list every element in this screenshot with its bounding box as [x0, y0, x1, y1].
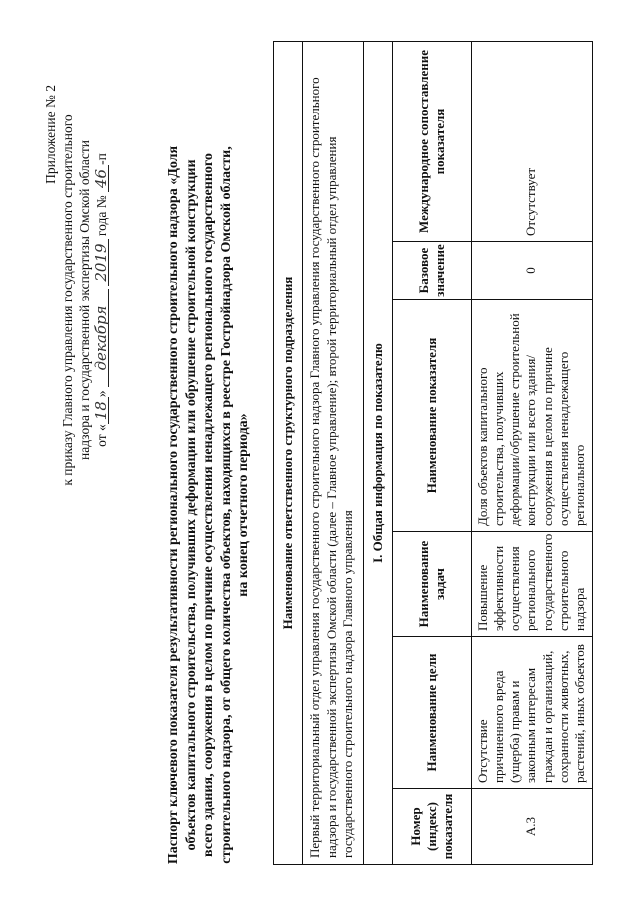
unit-text: Первый территориальный отдел управления государственного строительного надзора Главного управления государственного строительного надзора и государственной экспертизы Омской области (далее – Главное управление); второй территориальный отдел управления государственного строительного надзора Главного управления	[303, 42, 364, 864]
col-header-base-value: Базовое значение	[393, 241, 471, 299]
handwritten-year: 2019	[94, 239, 109, 285]
passport-table	[273, 41, 593, 865]
cell-indicator: Доля объектов капитального строительства, получивших деформации/обрушение строительной конструкции или всего здания/сооружения в целом по причине осуществления ненадлежащего регионального	[472, 299, 592, 531]
date-prefix: от «	[94, 424, 109, 447]
section-header: I. Общая информация по показателю	[364, 42, 393, 864]
table-header-row	[393, 42, 472, 864]
appendix-order-line: к приказу Главного управления государственного строительного	[60, 114, 75, 486]
cell-task: Повышение эффективности осуществления регионального государственного строительного надзора	[472, 531, 592, 636]
handwritten-month: декабря	[94, 289, 109, 387]
col-header-index: Номер (индекс) показателя	[393, 788, 471, 864]
cell-index: А.3	[472, 788, 592, 864]
col-header-indicator: Наименование показателя	[393, 299, 471, 531]
handwritten-order-number: 46	[94, 165, 109, 192]
appendix-number: Приложение № 2	[43, 85, 58, 184]
cell-base-value: 0	[472, 241, 592, 299]
year-suffix: года №	[94, 195, 109, 237]
handwritten-day: 18	[94, 397, 109, 424]
cell-goal: Отсутствие причиненного вреда (ущерба) правам и законным интересам граждан и организаций, сохранности животных, растений, иных объектов	[472, 636, 592, 788]
cell-international: Отсутствует	[523, 167, 539, 236]
col-header-international: Международное сопоставление показателя	[415, 49, 447, 234]
document-title: Паспорт ключевого показателя результативности регионального государственного строительного надзора «Доля объектов капитального строительства, получивших деформации или обрушение строительной конструкции всего здания, сооружения в целом по причине осуществления ненадлежащего регионального государственного строительного надзора, от общего количества объектов, находящихся в реестре Гостройнадзора Омской области, на конец отчетного периода»	[166, 145, 251, 865]
date-mid: »	[94, 390, 109, 398]
appendix-date-line	[93, 85, 110, 515]
appendix-block	[42, 85, 110, 515]
col-header-tasks: Наименование задач	[393, 531, 471, 636]
col-header-goal: Наименование цели	[393, 636, 471, 788]
number-suffix: -п	[94, 153, 109, 165]
table-row	[472, 42, 592, 864]
unit-header: Наименование ответственного структурного подразделения	[274, 42, 303, 864]
appendix-agency-line: надзора и государственной экспертизы Омской области	[77, 140, 92, 460]
